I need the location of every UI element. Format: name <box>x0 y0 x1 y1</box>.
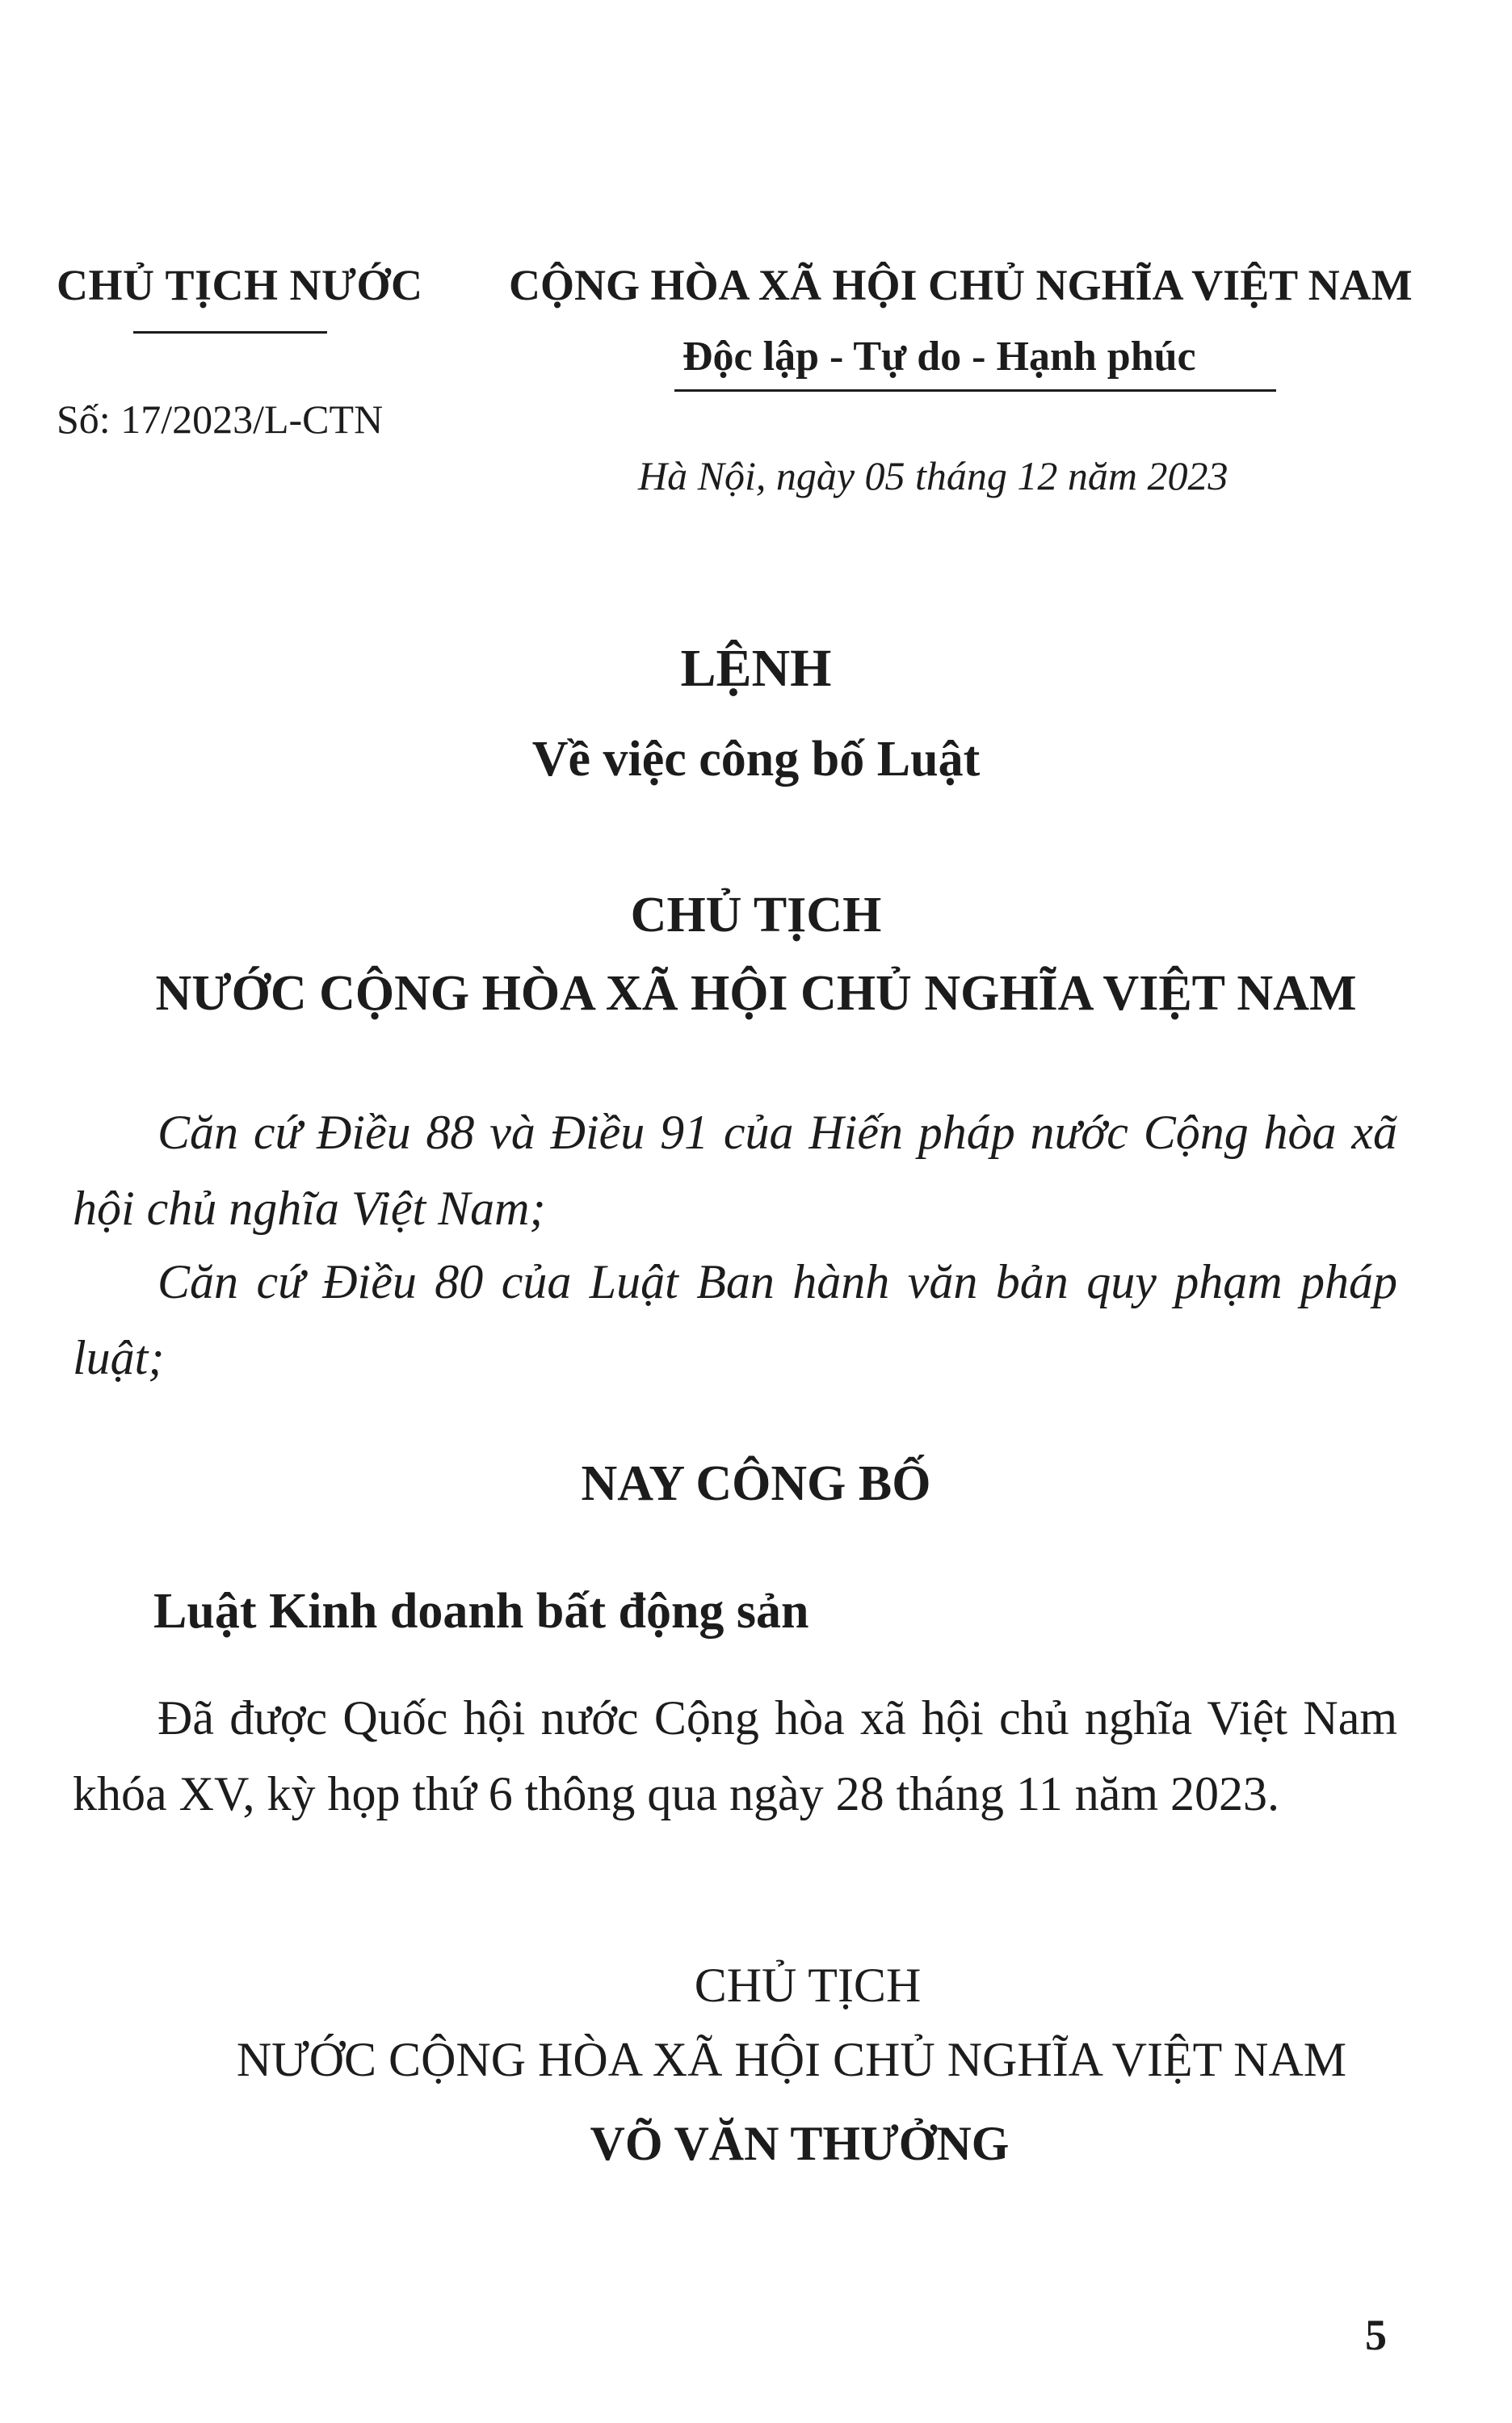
signer-name: VÕ VĂN THƯỞNG <box>590 2117 1010 2170</box>
motto-underline <box>674 389 1276 392</box>
passage-statement: Đã được Quốc hội nước Cộng hòa xã hội chủ nghĩa Việt Nam khóa XV, kỳ họp thứ 6 thông qua ngày 28 tháng 11 năm 2023. <box>73 1691 1397 1820</box>
law-name: Luật Kinh doanh bất động sản <box>153 1584 809 1639</box>
nation-name: CỘNG HÒA XÃ HỘI CHỦ NGHĨA VIỆT NAM <box>509 261 1413 309</box>
signature-nation: NƯỚC CỘNG HÒA XÃ HỘI CHỦ NGHĨA VIỆT NAM <box>236 2033 1347 2086</box>
order-subject: Về việc công bố Luật <box>531 732 981 787</box>
authority-title: CHỦ TỊCH <box>630 888 882 943</box>
authority-nation: NƯỚC CỘNG HÒA XÃ HỘI CHỦ NGHĨA VIỆT NAM <box>155 966 1357 1021</box>
order-title: LỆNH <box>680 639 832 698</box>
national-motto: Độc lập - Tự do - Hạnh phúc <box>682 334 1196 380</box>
page-number: 5 <box>1365 2311 1387 2359</box>
signature-title: CHỦ TỊCH <box>694 1959 922 2012</box>
document-number: Số: 17/2023/L-CTN <box>57 397 384 442</box>
legal-basis-law: Căn cứ Điều 80 của Luật Ban hành văn bản quy phạm pháp luật; <box>73 1255 1397 1384</box>
legal-basis-constitution: Căn cứ Điều 88 và Điều 91 của Hiến pháp nước Cộng hòa xã hội chủ nghĩa Việt Nam; <box>73 1106 1397 1235</box>
announcement-heading: NAY CÔNG BỐ <box>581 1456 931 1511</box>
issuer-underline <box>133 331 327 334</box>
place-and-date: Hà Nội, ngày 05 tháng 12 năm 2023 <box>638 453 1228 498</box>
issuer-name: CHỦ TỊCH NƯỚC <box>57 261 423 309</box>
